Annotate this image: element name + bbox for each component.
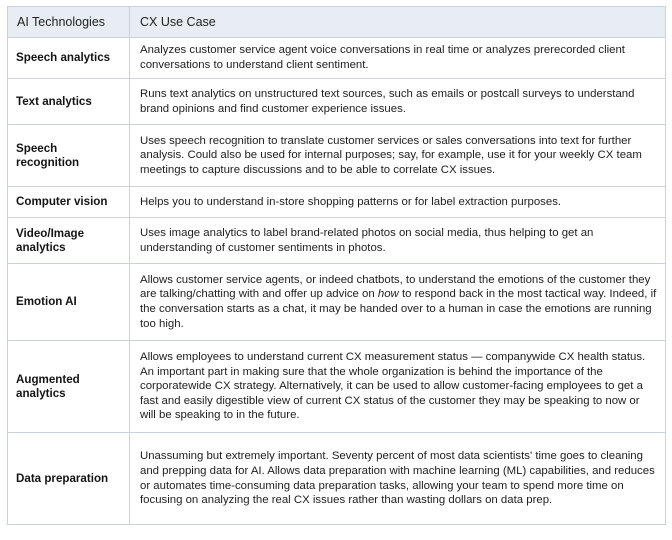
table-row xyxy=(8,341,666,433)
technology-cell: Computer vision xyxy=(8,187,130,218)
table-row xyxy=(8,264,666,341)
header-ai-technologies: AI Technologies xyxy=(8,7,130,38)
table-row xyxy=(8,218,666,264)
use-case-cell xyxy=(130,264,666,341)
header-cx-use-case: CX Use Case xyxy=(130,7,666,38)
ai-cx-table xyxy=(7,6,666,525)
use-case-cell: Uses image analytics to label brand-related photos on social media, thus helping to get an understanding of customer sentiments in photos. xyxy=(130,218,666,264)
ai-cx-table-container xyxy=(7,6,665,525)
technology-cell: Video/Image analytics xyxy=(8,218,130,264)
use-case-emphasis: how xyxy=(377,288,399,301)
technology-cell: Emotion AI xyxy=(8,264,130,341)
header-row xyxy=(8,7,666,38)
table-header xyxy=(8,7,666,38)
table-row xyxy=(8,38,666,79)
use-case-cell: Uses speech recognition to translate customer services or sales conversations into text for further analysis. Could also be used for internal purposes; say, for example, use it for your weekly CX team meetings to capture discussions and to be able to correlate CX issues. xyxy=(130,125,666,187)
use-case-cell: Allows employees to understand current CX measurement status — companywide CX health status. An important part in making sure that the whole organization is behind the importance of the corporatewide CX strategy. Alternatively, it can be used to allow customer-facing employees to get a fast and easily digestible view of current CX status of the customer they may be speaking to now or will be speaking to in the future. xyxy=(130,341,666,433)
technology-cell: Speech recognition xyxy=(8,125,130,187)
use-case-text-before: Allows customer service agents, or indeed chatbots, to understand the emotions of the customer they are talking/chatting with and offer up advice on xyxy=(140,273,651,301)
technology-cell: Speech analytics xyxy=(8,38,130,79)
table-body xyxy=(8,38,666,525)
use-case-cell: Runs text analytics on unstructured text sources, such as emails or postcall surveys to understand brand opinions and find customer experience issues. xyxy=(130,79,666,125)
table-row xyxy=(8,433,666,525)
table-row xyxy=(8,187,666,218)
use-case-cell: Unassuming but extremely important. Seventy percent of most data scientists' time goes to cleaning and prepping data for AI. Allows data preparation with machine learning (ML) capabilities, and reduces or automates time-consuming data preparation tasks, allowing your team to spend more time on focusing on analyzing the real CX issues rather than wasting dollars on data prep. xyxy=(130,433,666,525)
technology-cell: Data preparation xyxy=(8,433,130,525)
technology-cell: Augmented analytics xyxy=(8,341,130,433)
table-row xyxy=(8,79,666,125)
use-case-text-after: to respond back in the most tactical way. Indeed, if the conversation starts as a chat, it may be handed over to a human in case the emotions are running too high. xyxy=(140,288,657,330)
technology-cell: Text analytics xyxy=(8,79,130,125)
table-row xyxy=(8,125,666,187)
use-case-cell: Helps you to understand in-store shopping patterns or for label extraction purposes. xyxy=(130,187,666,218)
use-case-cell: Analyzes customer service agent voice conversations in real time or analyzes prerecorded client conversations to understand client sentiment. xyxy=(130,38,666,79)
